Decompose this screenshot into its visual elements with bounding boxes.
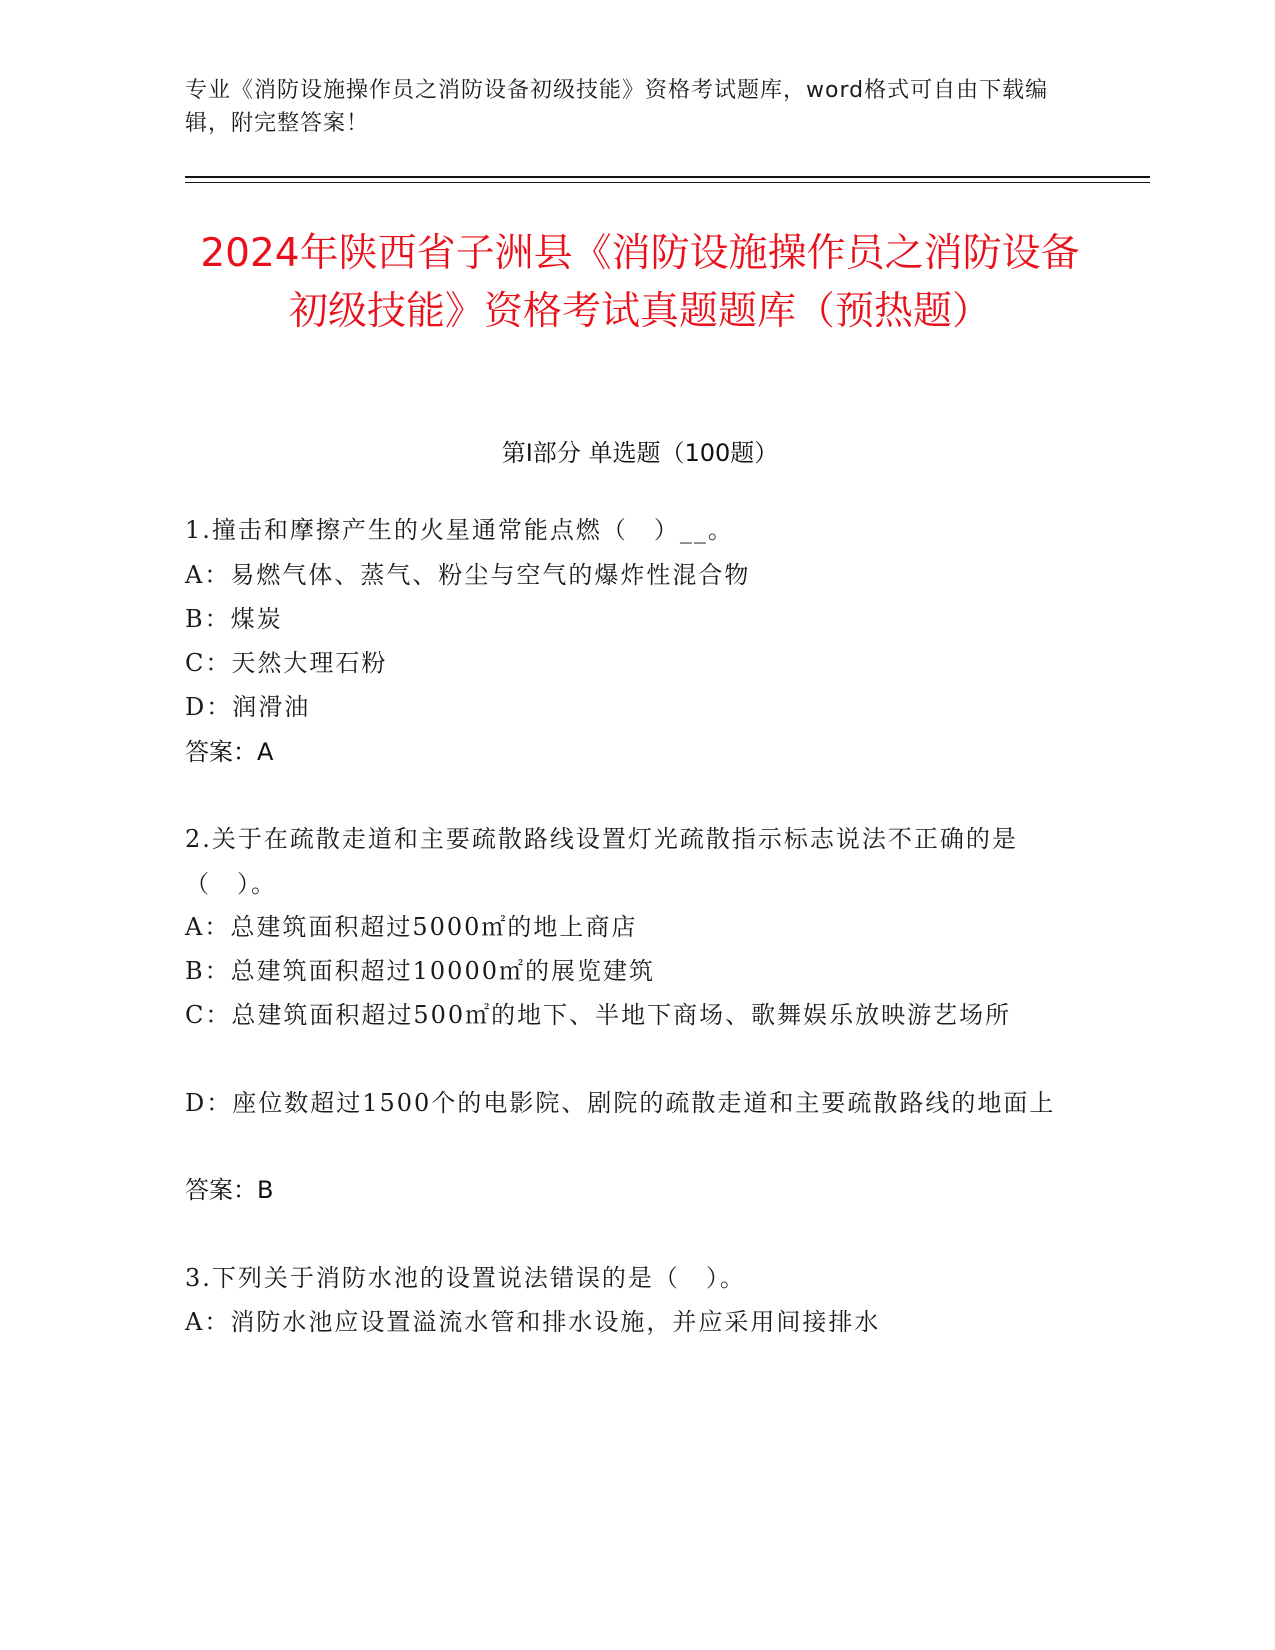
question-2-option-a: A：总建筑面积超过5000㎡的地上商店 bbox=[185, 913, 638, 941]
question-1-option-d: D：润滑油 bbox=[185, 693, 311, 721]
question-1-answer: 答案：A bbox=[185, 738, 274, 766]
document-title: 2024年陕西省子洲县《消防设施操作员之消防设备初级技能》资格考试真题题库（预热题） bbox=[200, 231, 1080, 334]
question-1-option-c: C：天然大理石粉 bbox=[185, 649, 388, 677]
section-title: 第I部分 单选题（100题） bbox=[501, 439, 779, 467]
question-2-option-b: B：总建筑面积超过10000㎡的展览建筑 bbox=[185, 957, 655, 985]
header-divider-thin bbox=[185, 182, 1150, 183]
question-2-option-c: C：总建筑面积超过500㎡的地下、半地下商场、歌舞娱乐放映游艺场所 bbox=[185, 1001, 1012, 1029]
header-divider bbox=[185, 176, 1150, 178]
question-1-option-a: A：易燃气体、蒸气、粉尘与空气的爆炸性混合物 bbox=[185, 561, 751, 589]
question-2-answer: 答案：B bbox=[185, 1176, 274, 1204]
question-2-option-d: D：座位数超过1500个的电影院、剧院的疏散走道和主要疏散路线的地面上 bbox=[185, 1089, 1056, 1117]
question-1-option-b: B：煤炭 bbox=[185, 605, 283, 633]
header-note: 专业《消防设施操作员之消防设备初级技能》资格考试题库，word格式可自由下载编辑，附完整答案！ bbox=[185, 78, 1049, 136]
question-3-option-a: A：消防水池应设置溢流水管和排水设施，并应采用间接排水 bbox=[185, 1308, 881, 1336]
question-3-stem: 3.下列关于消防水池的设置说法错误的是（ ）。 bbox=[185, 1264, 746, 1292]
question-1-stem: 1.撞击和摩擦产生的火星通常能点燃（ ）__。 bbox=[185, 516, 734, 544]
question-2-stem: 2.关于在疏散走道和主要疏散路线设置灯光疏散指示标志说法不正确的是（ ）。 bbox=[185, 825, 1018, 898]
